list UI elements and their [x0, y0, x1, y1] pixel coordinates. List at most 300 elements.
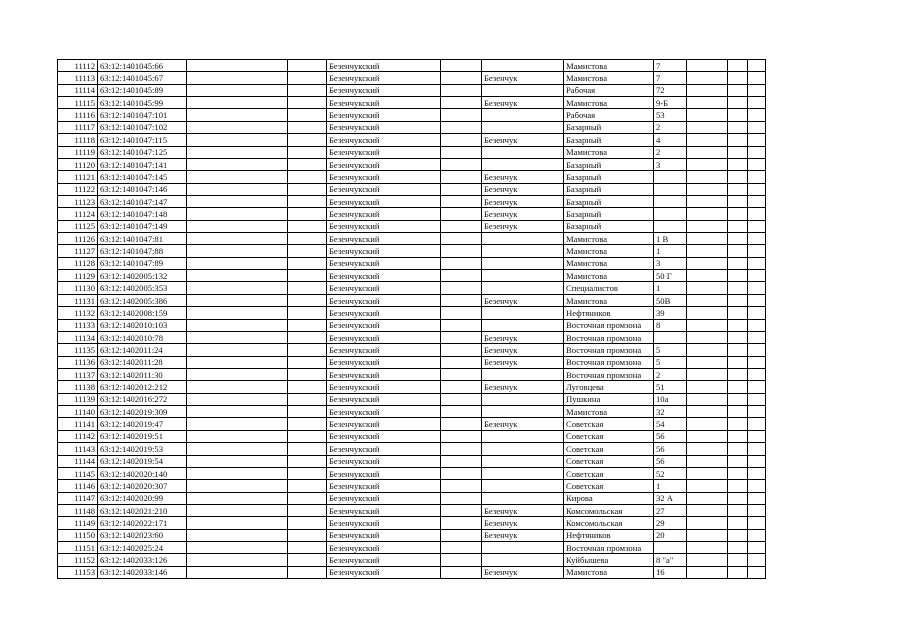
empty-cell: [441, 430, 482, 442]
empty-cell: [187, 430, 288, 442]
street-cell: Базарный: [564, 134, 654, 146]
empty-cell: [748, 233, 766, 245]
house-number-cell: 2: [654, 146, 687, 158]
row-number-cell: 11140: [58, 406, 98, 418]
empty-cell: [441, 480, 482, 492]
row-number-cell: 11119: [58, 146, 98, 158]
house-number-cell: 7: [654, 60, 687, 72]
empty-cell: [187, 368, 288, 380]
district-cell: Безенчукский: [327, 331, 441, 343]
locality-cell: [482, 121, 564, 133]
row-number-cell: 11147: [58, 492, 98, 504]
cadastral-number-cell: 63:12:1401045:99: [98, 97, 187, 109]
empty-cell: [728, 492, 748, 504]
street-cell: Рабочая: [564, 109, 654, 121]
empty-cell: [687, 282, 728, 294]
locality-cell: [482, 146, 564, 158]
table-row: [58, 406, 766, 418]
cadastral-number-cell: 63:12:1402020:307: [98, 480, 187, 492]
empty-cell: [687, 467, 728, 479]
house-number-cell: 52: [654, 467, 687, 479]
house-number-cell: [654, 220, 687, 232]
locality-cell: Безенчук: [482, 344, 564, 356]
empty-cell: [441, 257, 482, 269]
cadastral-number-cell: 63:12:1402005:132: [98, 270, 187, 282]
empty-cell: [748, 319, 766, 331]
locality-cell: Безенчук: [482, 331, 564, 343]
empty-cell: [748, 134, 766, 146]
locality-cell: Безенчук: [482, 171, 564, 183]
empty-cell: [288, 257, 327, 269]
cadastral-number-cell: 63:12:1401047:141: [98, 158, 187, 170]
empty-cell: [187, 566, 288, 578]
empty-cell: [288, 344, 327, 356]
row-number-cell: 11149: [58, 517, 98, 529]
empty-cell: [187, 319, 288, 331]
empty-cell: [288, 84, 327, 96]
district-cell: Безенчукский: [327, 282, 441, 294]
district-cell: Безенчукский: [327, 430, 441, 442]
district-cell: Безенчукский: [327, 356, 441, 368]
empty-cell: [687, 356, 728, 368]
district-cell: Безенчукский: [327, 84, 441, 96]
district-cell: Безенчукский: [327, 443, 441, 455]
empty-cell: [728, 344, 748, 356]
cadastral-number-cell: 63:12:1402025:24: [98, 542, 187, 554]
street-cell: Луговцева: [564, 381, 654, 393]
empty-cell: [748, 504, 766, 516]
cadastral-number-cell: 63:12:1402020:99: [98, 492, 187, 504]
empty-cell: [187, 455, 288, 467]
row-number-cell: 11135: [58, 344, 98, 356]
street-cell: Базарный: [564, 121, 654, 133]
table-row: [58, 195, 766, 207]
house-number-cell: 8: [654, 319, 687, 331]
table-row: [58, 72, 766, 84]
row-number-cell: 11127: [58, 245, 98, 257]
empty-cell: [748, 307, 766, 319]
empty-cell: [728, 72, 748, 84]
empty-cell: [441, 97, 482, 109]
empty-cell: [728, 331, 748, 343]
locality-cell: Безенчук: [482, 517, 564, 529]
empty-cell: [187, 60, 288, 72]
empty-cell: [187, 480, 288, 492]
empty-cell: [288, 270, 327, 282]
empty-cell: [748, 257, 766, 269]
empty-cell: [187, 529, 288, 541]
empty-cell: [187, 146, 288, 158]
street-cell: Советская: [564, 443, 654, 455]
empty-cell: [687, 171, 728, 183]
empty-cell: [441, 220, 482, 232]
empty-cell: [748, 480, 766, 492]
house-number-cell: 7: [654, 72, 687, 84]
empty-cell: [187, 504, 288, 516]
empty-cell: [441, 158, 482, 170]
street-cell: Мамистова: [564, 60, 654, 72]
empty-cell: [728, 455, 748, 467]
locality-cell: Безенчук: [482, 134, 564, 146]
cadastral-number-cell: 63:12:1402022:171: [98, 517, 187, 529]
empty-cell: [288, 146, 327, 158]
empty-cell: [187, 134, 288, 146]
table-row: [58, 220, 766, 232]
street-cell: Советская: [564, 418, 654, 430]
empty-cell: [288, 158, 327, 170]
row-number-cell: 11136: [58, 356, 98, 368]
empty-cell: [187, 307, 288, 319]
row-number-cell: 11150: [58, 529, 98, 541]
empty-cell: [288, 319, 327, 331]
empty-cell: [687, 455, 728, 467]
street-cell: Восточная промзона: [564, 331, 654, 343]
cadastral-number-cell: 63:12:1401047:89: [98, 257, 187, 269]
table-row: [58, 381, 766, 393]
district-cell: Безенчукский: [327, 72, 441, 84]
cadastral-number-cell: 63:12:1402012:212: [98, 381, 187, 393]
district-cell: Безенчукский: [327, 467, 441, 479]
empty-cell: [441, 183, 482, 195]
empty-cell: [187, 443, 288, 455]
table-row: [58, 344, 766, 356]
cadastral-number-cell: 63:12:1401045:89: [98, 84, 187, 96]
row-number-cell: 11148: [58, 504, 98, 516]
empty-cell: [187, 492, 288, 504]
empty-cell: [728, 233, 748, 245]
empty-cell: [748, 467, 766, 479]
empty-cell: [748, 443, 766, 455]
row-number-cell: 11137: [58, 368, 98, 380]
house-number-cell: 5: [654, 344, 687, 356]
row-number-cell: 11115: [58, 97, 98, 109]
house-number-cell: 16: [654, 566, 687, 578]
locality-cell: [482, 257, 564, 269]
row-number-cell: 11129: [58, 270, 98, 282]
empty-cell: [288, 566, 327, 578]
house-number-cell: [654, 195, 687, 207]
table-row: [58, 368, 766, 380]
empty-cell: [728, 368, 748, 380]
district-cell: Безенчукский: [327, 368, 441, 380]
empty-cell: [441, 146, 482, 158]
empty-cell: [288, 381, 327, 393]
empty-cell: [728, 158, 748, 170]
cadastral-number-cell: 63:12:1401045:66: [98, 60, 187, 72]
locality-cell: Безенчук: [482, 381, 564, 393]
cadastral-number-cell: 63:12:1401047:102: [98, 121, 187, 133]
empty-cell: [687, 430, 728, 442]
empty-cell: [748, 529, 766, 541]
table-row: [58, 504, 766, 516]
street-cell: Базарный: [564, 171, 654, 183]
row-number-cell: 11118: [58, 134, 98, 146]
house-number-cell: 8 "а": [654, 554, 687, 566]
street-cell: Мамистова: [564, 146, 654, 158]
district-cell: Безенчукский: [327, 171, 441, 183]
locality-cell: [482, 467, 564, 479]
table-row: [58, 418, 766, 430]
empty-cell: [728, 480, 748, 492]
street-cell: Специалистов: [564, 282, 654, 294]
empty-cell: [748, 195, 766, 207]
table-row: [58, 393, 766, 405]
street-cell: Восточная промзона: [564, 344, 654, 356]
table-row: [58, 307, 766, 319]
empty-cell: [441, 233, 482, 245]
table-row: [58, 294, 766, 306]
empty-cell: [288, 542, 327, 554]
table-row: [58, 517, 766, 529]
cadastral-number-cell: 63:12:1402010:103: [98, 319, 187, 331]
empty-cell: [441, 307, 482, 319]
district-cell: Безенчукский: [327, 220, 441, 232]
district-cell: Безенчукский: [327, 381, 441, 393]
empty-cell: [187, 195, 288, 207]
locality-cell: [482, 233, 564, 245]
house-number-cell: [654, 331, 687, 343]
empty-cell: [728, 529, 748, 541]
empty-cell: [687, 158, 728, 170]
table-row: [58, 529, 766, 541]
table-row: [58, 158, 766, 170]
empty-cell: [728, 270, 748, 282]
row-number-cell: 11144: [58, 455, 98, 467]
street-cell: Базарный: [564, 158, 654, 170]
cadastral-number-cell: 63:12:1401047:148: [98, 208, 187, 220]
street-cell: Мамистова: [564, 233, 654, 245]
empty-cell: [728, 171, 748, 183]
district-cell: Безенчукский: [327, 97, 441, 109]
locality-cell: [482, 455, 564, 467]
street-cell: Советская: [564, 467, 654, 479]
row-number-cell: 11141: [58, 418, 98, 430]
empty-cell: [687, 443, 728, 455]
table-row: [58, 319, 766, 331]
table-row: [58, 282, 766, 294]
cadastral-number-cell: 63:12:1401047:81: [98, 233, 187, 245]
empty-cell: [687, 331, 728, 343]
empty-cell: [288, 554, 327, 566]
empty-cell: [687, 504, 728, 516]
table-row: [58, 84, 766, 96]
empty-cell: [748, 517, 766, 529]
empty-cell: [187, 381, 288, 393]
row-number-cell: 11139: [58, 393, 98, 405]
row-number-cell: 11124: [58, 208, 98, 220]
cadastral-number-cell: 63:12:1402023:60: [98, 529, 187, 541]
empty-cell: [728, 183, 748, 195]
empty-cell: [288, 368, 327, 380]
empty-cell: [748, 331, 766, 343]
empty-cell: [441, 344, 482, 356]
empty-cell: [441, 467, 482, 479]
empty-cell: [288, 307, 327, 319]
empty-cell: [687, 97, 728, 109]
empty-cell: [288, 60, 327, 72]
cadastral-number-cell: 63:12:1402019:54: [98, 455, 187, 467]
street-cell: Мамистова: [564, 566, 654, 578]
empty-cell: [187, 467, 288, 479]
house-number-cell: 27: [654, 504, 687, 516]
street-cell: Мамистова: [564, 406, 654, 418]
empty-cell: [288, 72, 327, 84]
row-number-cell: 11143: [58, 443, 98, 455]
empty-cell: [728, 195, 748, 207]
empty-cell: [687, 294, 728, 306]
cadastral-number-cell: 63:12:1401047:115: [98, 134, 187, 146]
house-number-cell: 1: [654, 245, 687, 257]
empty-cell: [728, 257, 748, 269]
empty-cell: [687, 566, 728, 578]
empty-cell: [728, 220, 748, 232]
empty-cell: [441, 455, 482, 467]
empty-cell: [748, 208, 766, 220]
empty-cell: [288, 134, 327, 146]
empty-cell: [687, 208, 728, 220]
empty-cell: [288, 294, 327, 306]
empty-cell: [441, 393, 482, 405]
locality-cell: Безенчук: [482, 529, 564, 541]
row-number-cell: 11146: [58, 480, 98, 492]
cadastral-number-cell: 63:12:1402019:51: [98, 430, 187, 442]
row-number-cell: 11128: [58, 257, 98, 269]
empty-cell: [687, 554, 728, 566]
empty-cell: [441, 406, 482, 418]
empty-cell: [441, 208, 482, 220]
empty-cell: [748, 356, 766, 368]
locality-cell: [482, 109, 564, 121]
empty-cell: [748, 381, 766, 393]
empty-cell: [748, 294, 766, 306]
empty-cell: [748, 492, 766, 504]
house-number-cell: 56: [654, 430, 687, 442]
empty-cell: [187, 84, 288, 96]
row-number-cell: 11123: [58, 195, 98, 207]
table-row: [58, 356, 766, 368]
empty-cell: [687, 195, 728, 207]
locality-cell: [482, 270, 564, 282]
house-number-cell: 1 В: [654, 233, 687, 245]
empty-cell: [728, 393, 748, 405]
empty-cell: [748, 344, 766, 356]
empty-cell: [187, 245, 288, 257]
locality-cell: [482, 60, 564, 72]
empty-cell: [288, 406, 327, 418]
table-row: [58, 245, 766, 257]
empty-cell: [728, 282, 748, 294]
district-cell: Безенчукский: [327, 406, 441, 418]
empty-cell: [748, 418, 766, 430]
house-number-cell: [654, 542, 687, 554]
empty-cell: [288, 220, 327, 232]
locality-cell: [482, 307, 564, 319]
empty-cell: [288, 121, 327, 133]
locality-cell: Безенчук: [482, 208, 564, 220]
empty-cell: [288, 393, 327, 405]
table-row: [58, 566, 766, 578]
district-cell: Безенчукский: [327, 393, 441, 405]
empty-cell: [187, 97, 288, 109]
empty-cell: [748, 393, 766, 405]
district-cell: Безенчукский: [327, 208, 441, 220]
row-number-cell: 11153: [58, 566, 98, 578]
cadastral-register-table: [57, 59, 766, 579]
house-number-cell: 2: [654, 368, 687, 380]
district-cell: Безенчукский: [327, 146, 441, 158]
street-cell: Мамистова: [564, 294, 654, 306]
empty-cell: [728, 542, 748, 554]
street-cell: Советская: [564, 480, 654, 492]
empty-cell: [441, 294, 482, 306]
empty-cell: [441, 134, 482, 146]
empty-cell: [441, 517, 482, 529]
district-cell: Безенчукский: [327, 319, 441, 331]
empty-cell: [687, 381, 728, 393]
empty-cell: [687, 233, 728, 245]
row-number-cell: 11117: [58, 121, 98, 133]
district-cell: Безенчукский: [327, 158, 441, 170]
empty-cell: [687, 220, 728, 232]
empty-cell: [441, 245, 482, 257]
empty-cell: [687, 245, 728, 257]
empty-cell: [728, 121, 748, 133]
row-number-cell: 11126: [58, 233, 98, 245]
locality-cell: [482, 406, 564, 418]
house-number-cell: 51: [654, 381, 687, 393]
cadastral-number-cell: 63:12:1402005:386: [98, 294, 187, 306]
empty-cell: [687, 393, 728, 405]
empty-cell: [187, 294, 288, 306]
table-row: [58, 233, 766, 245]
house-number-cell: 10а: [654, 393, 687, 405]
district-cell: Безенчукский: [327, 121, 441, 133]
cadastral-number-cell: 63:12:1401047:145: [98, 171, 187, 183]
empty-cell: [728, 467, 748, 479]
empty-cell: [748, 542, 766, 554]
empty-cell: [441, 418, 482, 430]
street-cell: Комсомольская: [564, 517, 654, 529]
empty-cell: [728, 517, 748, 529]
empty-cell: [187, 418, 288, 430]
empty-cell: [187, 220, 288, 232]
table-row: [58, 443, 766, 455]
table-row: [58, 109, 766, 121]
locality-cell: Безенчук: [482, 566, 564, 578]
street-cell: Мамистова: [564, 270, 654, 282]
row-number-cell: 11120: [58, 158, 98, 170]
empty-cell: [187, 554, 288, 566]
empty-cell: [687, 542, 728, 554]
empty-cell: [441, 368, 482, 380]
district-cell: Безенчукский: [327, 233, 441, 245]
table-row: [58, 467, 766, 479]
row-number-cell: 11131: [58, 294, 98, 306]
empty-cell: [288, 504, 327, 516]
locality-cell: [482, 158, 564, 170]
empty-cell: [187, 331, 288, 343]
cadastral-number-cell: 63:12:1402008:159: [98, 307, 187, 319]
locality-cell: Безенчук: [482, 97, 564, 109]
empty-cell: [687, 60, 728, 72]
empty-cell: [288, 455, 327, 467]
table-row: [58, 455, 766, 467]
house-number-cell: 1: [654, 480, 687, 492]
empty-cell: [288, 171, 327, 183]
cadastral-number-cell: 63:12:1402011:28: [98, 356, 187, 368]
locality-cell: Безенчук: [482, 183, 564, 195]
table-row: [58, 97, 766, 109]
